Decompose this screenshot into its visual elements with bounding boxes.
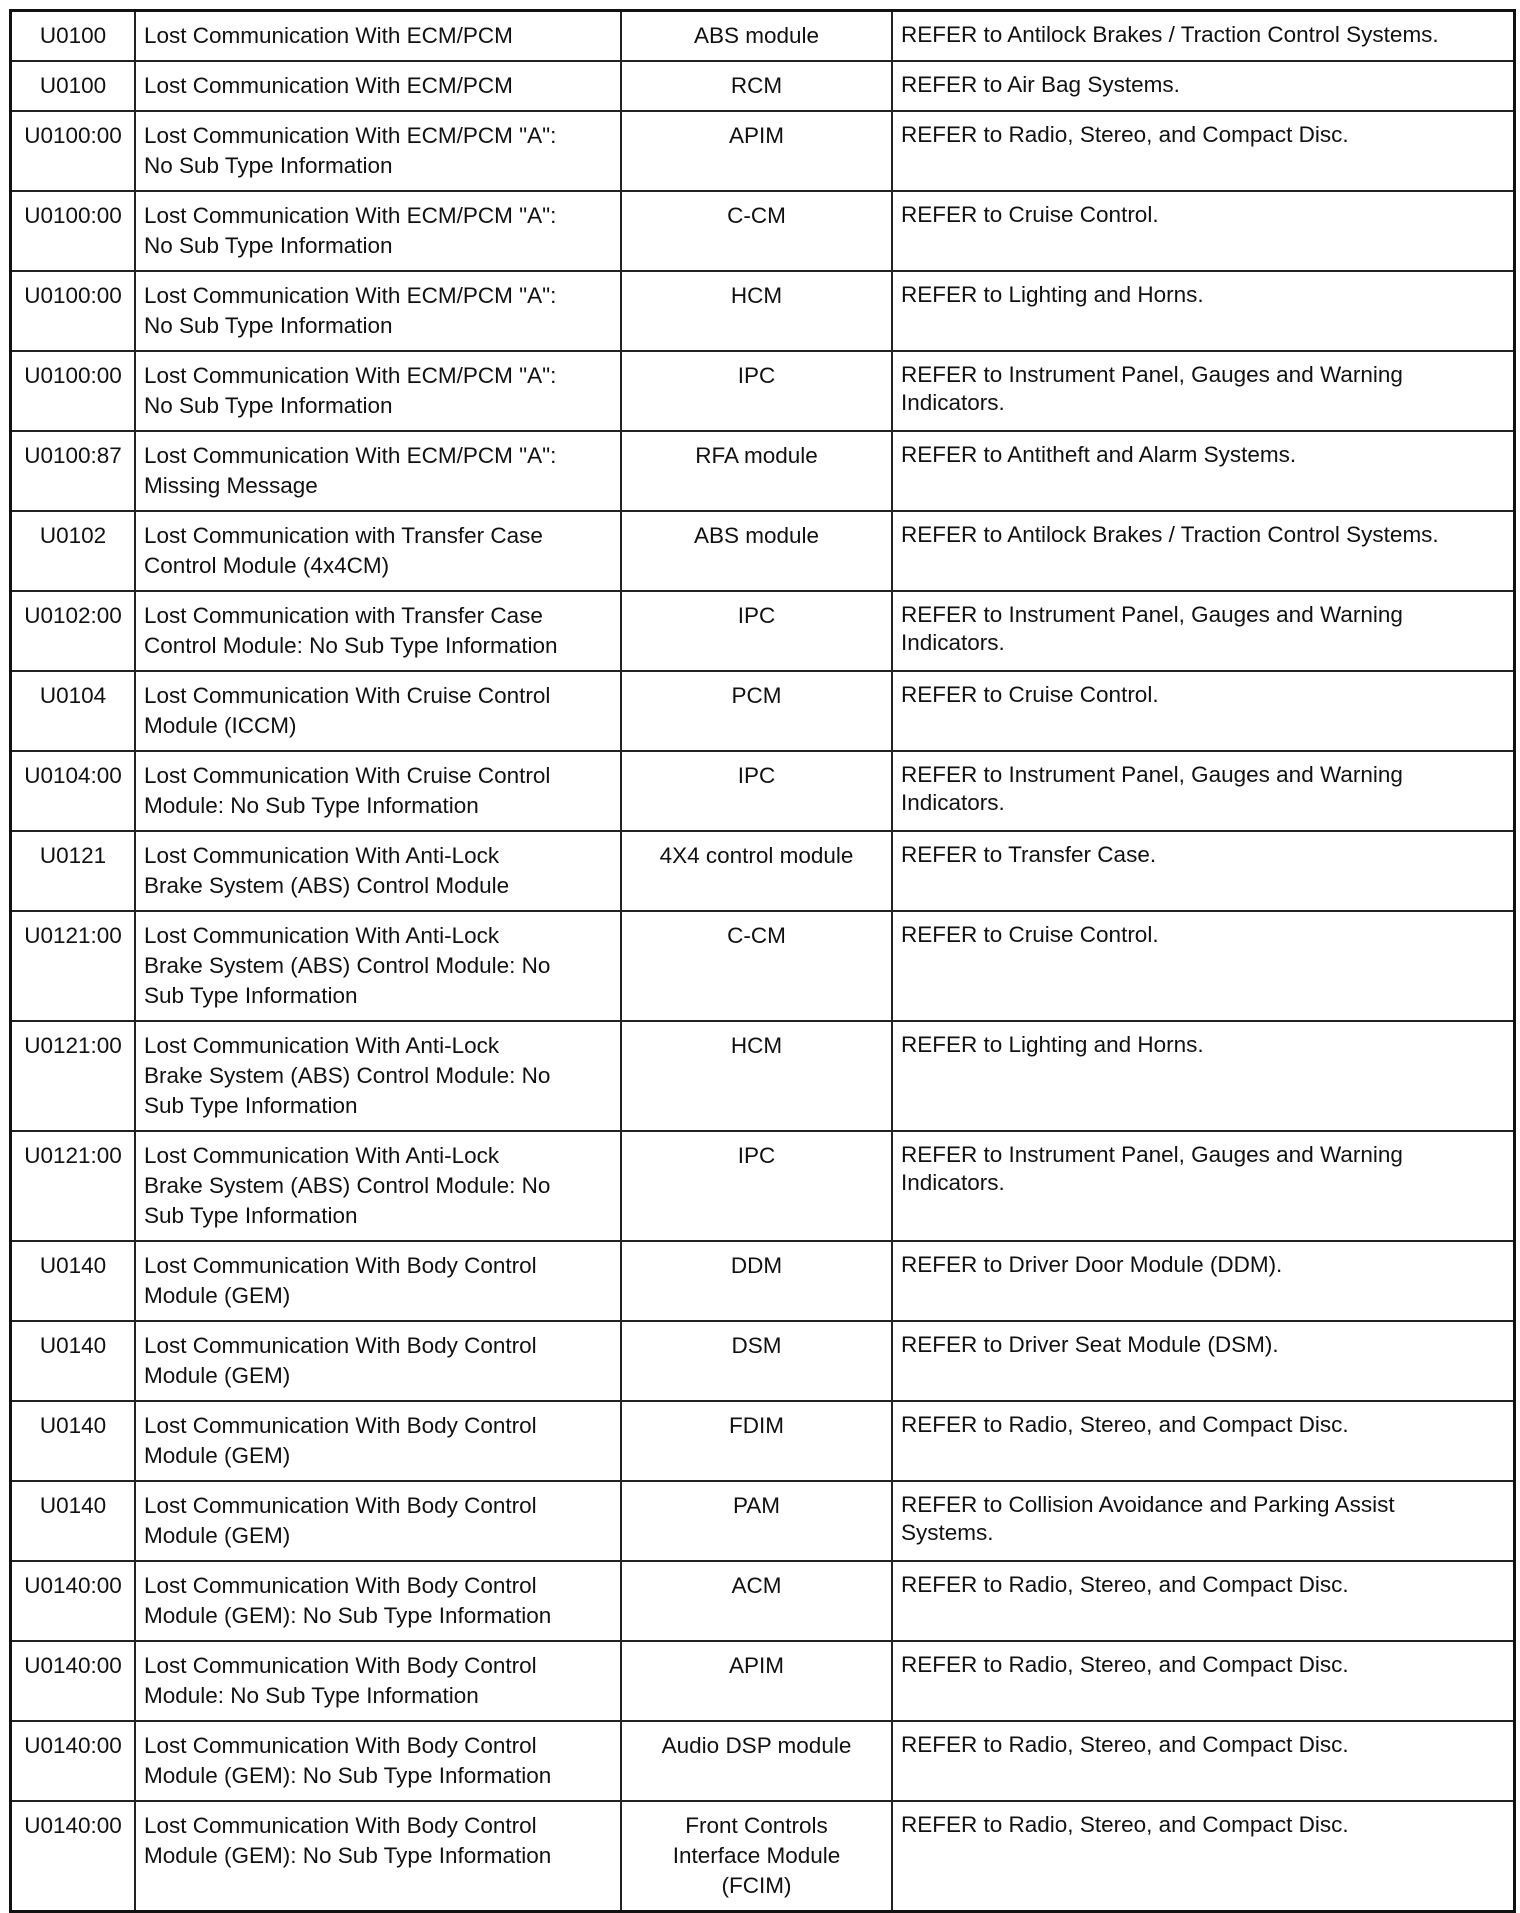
table-row [11, 431, 1515, 511]
dtc-code-cell: U0140:00 [11, 1721, 136, 1801]
description-cell: Lost Communication With Body Control Module (GEM): No Sub Type Information [135, 1801, 621, 1912]
table-row [11, 591, 1515, 671]
module-cell: C-CM [621, 191, 892, 271]
table-row [11, 191, 1515, 271]
description-cell: Lost Communication With Anti-Lock Brake System (ABS) Control Module [135, 831, 621, 911]
module-cell: RCM [621, 61, 892, 111]
dtc-code-cell: U0102:00 [11, 591, 136, 671]
dtc-code-cell: U0121:00 [11, 1131, 136, 1241]
module-cell: RFA module [621, 431, 892, 511]
dtc-code-cell: U0104:00 [11, 751, 136, 831]
action-cell: REFER to Radio, Stereo, and Compact Disc. [892, 1401, 1515, 1481]
action-cell: REFER to Air Bag Systems. [892, 61, 1515, 111]
action-cell: REFER to Instrument Panel, Gauges and Warning Indicators. [892, 751, 1515, 831]
table-row [11, 1561, 1515, 1641]
description-cell: Lost Communication With Cruise Control Module (ICCM) [135, 671, 621, 751]
action-cell: REFER to Transfer Case. [892, 831, 1515, 911]
dtc-code-cell: U0100:00 [11, 351, 136, 431]
module-cell: PCM [621, 671, 892, 751]
dtc-code-cell: U0140:00 [11, 1641, 136, 1721]
action-cell: REFER to Radio, Stereo, and Compact Disc. [892, 1561, 1515, 1641]
action-cell: REFER to Lighting and Horns. [892, 1021, 1515, 1131]
dtc-table-body [11, 11, 1515, 1912]
table-row [11, 1021, 1515, 1131]
module-cell: ABS module [621, 511, 892, 591]
module-cell: ACM [621, 1561, 892, 1641]
module-cell: IPC [621, 751, 892, 831]
action-cell: REFER to Driver Seat Module (DSM). [892, 1321, 1515, 1401]
action-cell: REFER to Radio, Stereo, and Compact Disc. [892, 1801, 1515, 1912]
table-row [11, 1801, 1515, 1912]
dtc-code-cell: U0140:00 [11, 1801, 136, 1912]
module-cell: IPC [621, 1131, 892, 1241]
module-cell: ABS module [621, 11, 892, 62]
module-cell: FDIM [621, 1401, 892, 1481]
action-cell: REFER to Instrument Panel, Gauges and Warning Indicators. [892, 351, 1515, 431]
table-row [11, 671, 1515, 751]
description-cell: Lost Communication With ECM/PCM "A": No Sub Type Information [135, 351, 621, 431]
module-cell: DDM [621, 1241, 892, 1321]
action-cell: REFER to Collision Avoidance and Parking Assist Systems. [892, 1481, 1515, 1561]
table-row [11, 831, 1515, 911]
module-cell: APIM [621, 1641, 892, 1721]
table-row [11, 1241, 1515, 1321]
action-cell: REFER to Radio, Stereo, and Compact Disc. [892, 1641, 1515, 1721]
action-cell: REFER to Lighting and Horns. [892, 271, 1515, 351]
description-cell: Lost Communication With Body Control Module (GEM): No Sub Type Information [135, 1721, 621, 1801]
module-cell: IPC [621, 591, 892, 671]
dtc-code-cell: U0100:87 [11, 431, 136, 511]
action-cell: REFER to Instrument Panel, Gauges and Warning Indicators. [892, 591, 1515, 671]
module-cell: C-CM [621, 911, 892, 1021]
table-row [11, 1131, 1515, 1241]
dtc-code-cell: U0140 [11, 1481, 136, 1561]
action-cell: REFER to Cruise Control. [892, 671, 1515, 751]
dtc-code-cell: U0140 [11, 1401, 136, 1481]
action-cell: REFER to Radio, Stereo, and Compact Disc. [892, 1721, 1515, 1801]
module-cell: HCM [621, 271, 892, 351]
description-cell: Lost Communication With Body Control Module: No Sub Type Information [135, 1641, 621, 1721]
dtc-code-cell: U0121 [11, 831, 136, 911]
description-cell: Lost Communication With ECM/PCM [135, 61, 621, 111]
description-cell: Lost Communication With Body Control Module (GEM) [135, 1241, 621, 1321]
dtc-code-cell: U0140 [11, 1321, 136, 1401]
dtc-code-cell: U0102 [11, 511, 136, 591]
module-cell: 4X4 control module [621, 831, 892, 911]
description-cell: Lost Communication With ECM/PCM "A": No Sub Type Information [135, 111, 621, 191]
table-row [11, 111, 1515, 191]
table-row [11, 351, 1515, 431]
description-cell: Lost Communication With Body Control Module (GEM): No Sub Type Information [135, 1561, 621, 1641]
action-cell: REFER to Antilock Brakes / Traction Control Systems. [892, 11, 1515, 62]
action-cell: REFER to Instrument Panel, Gauges and Warning Indicators. [892, 1131, 1515, 1241]
module-cell: DSM [621, 1321, 892, 1401]
description-cell: Lost Communication With ECM/PCM "A": No Sub Type Information [135, 191, 621, 271]
dtc-code-cell: U0100:00 [11, 271, 136, 351]
description-cell: Lost Communication With Anti-Lock Brake System (ABS) Control Module: No Sub Type Information [135, 1021, 621, 1131]
table-row [11, 1721, 1515, 1801]
dtc-code-cell: U0104 [11, 671, 136, 751]
description-cell: Lost Communication With Body Control Module (GEM) [135, 1401, 621, 1481]
table-row [11, 61, 1515, 111]
description-cell: Lost Communication With Anti-Lock Brake System (ABS) Control Module: No Sub Type Information [135, 1131, 621, 1241]
dtc-code-cell: U0140:00 [11, 1561, 136, 1641]
description-cell: Lost Communication With ECM/PCM "A": No Sub Type Information [135, 271, 621, 351]
dtc-code-cell: U0100 [11, 11, 136, 62]
table-row [11, 11, 1515, 62]
dtc-code-cell: U0121:00 [11, 1021, 136, 1131]
table-row [11, 751, 1515, 831]
module-cell: Front Controls Interface Module (FCIM) [621, 1801, 892, 1912]
table-row [11, 1321, 1515, 1401]
description-cell: Lost Communication With ECM/PCM "A": Missing Message [135, 431, 621, 511]
description-cell: Lost Communication with Transfer Case Control Module (4x4CM) [135, 511, 621, 591]
table-row [11, 911, 1515, 1021]
description-cell: Lost Communication With Cruise Control Module: No Sub Type Information [135, 751, 621, 831]
action-cell: REFER to Driver Door Module (DDM). [892, 1241, 1515, 1321]
table-row [11, 1481, 1515, 1561]
description-cell: Lost Communication With Body Control Module (GEM) [135, 1321, 621, 1401]
action-cell: REFER to Cruise Control. [892, 191, 1515, 271]
dtc-code-cell: U0140 [11, 1241, 136, 1321]
module-cell: APIM [621, 111, 892, 191]
dtc-code-cell: U0100:00 [11, 111, 136, 191]
table-row [11, 1401, 1515, 1481]
dtc-code-cell: U0121:00 [11, 911, 136, 1021]
action-cell: REFER to Cruise Control. [892, 911, 1515, 1021]
action-cell: REFER to Antitheft and Alarm Systems. [892, 431, 1515, 511]
module-cell: PAM [621, 1481, 892, 1561]
table-row [11, 1641, 1515, 1721]
description-cell: Lost Communication With Anti-Lock Brake System (ABS) Control Module: No Sub Type Information [135, 911, 621, 1021]
dtc-table [9, 9, 1516, 1913]
description-cell: Lost Communication With Body Control Module (GEM) [135, 1481, 621, 1561]
dtc-code-cell: U0100:00 [11, 191, 136, 271]
action-cell: REFER to Radio, Stereo, and Compact Disc. [892, 111, 1515, 191]
module-cell: HCM [621, 1021, 892, 1131]
action-cell: REFER to Antilock Brakes / Traction Control Systems. [892, 511, 1515, 591]
description-cell: Lost Communication With ECM/PCM [135, 11, 621, 62]
module-cell: Audio DSP module [621, 1721, 892, 1801]
dtc-code-cell: U0100 [11, 61, 136, 111]
description-cell: Lost Communication with Transfer Case Control Module: No Sub Type Information [135, 591, 621, 671]
table-row [11, 511, 1515, 591]
table-row [11, 271, 1515, 351]
module-cell: IPC [621, 351, 892, 431]
